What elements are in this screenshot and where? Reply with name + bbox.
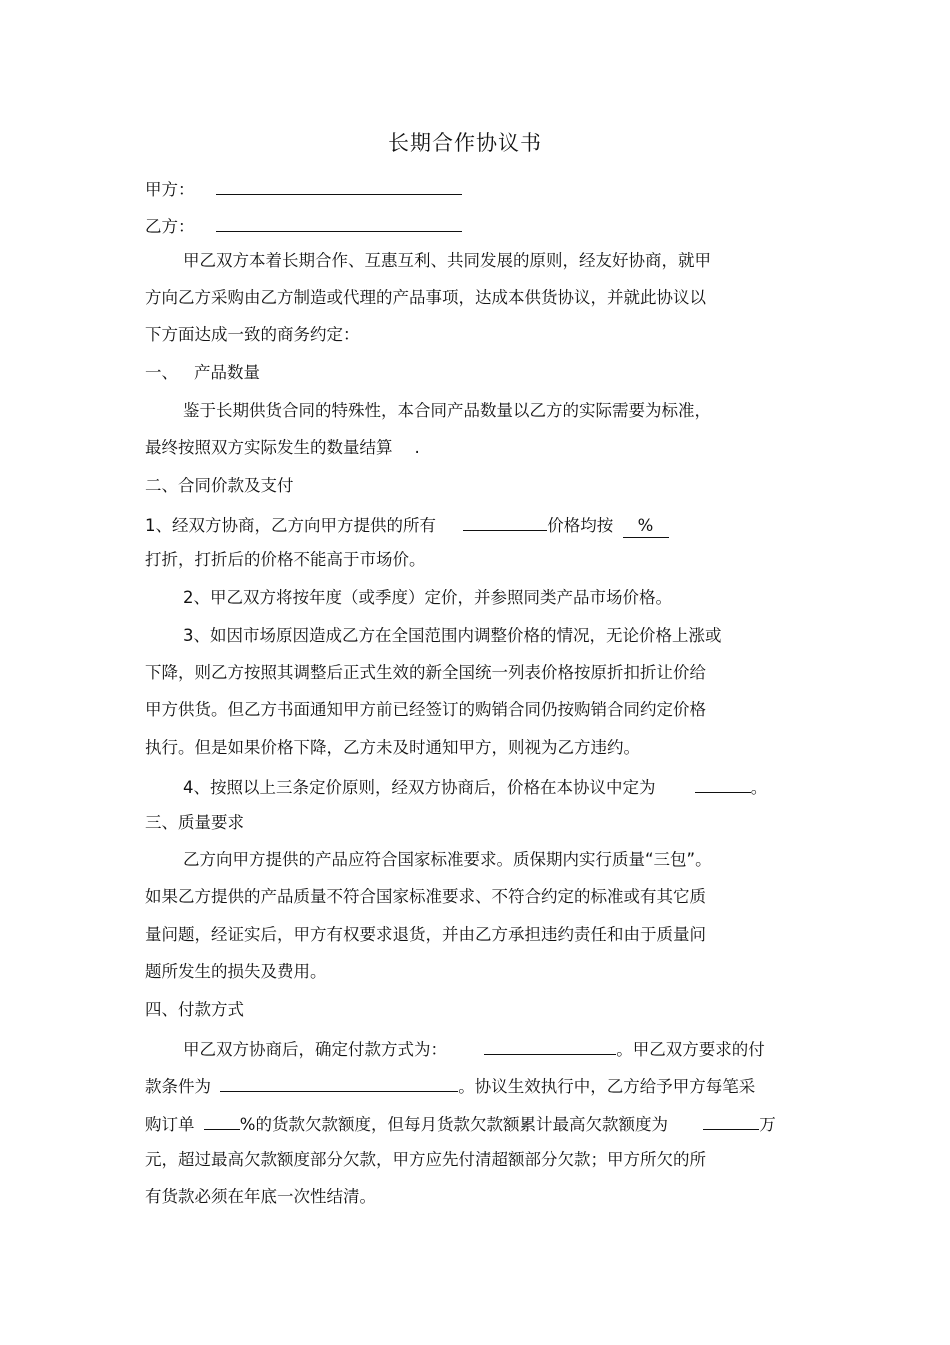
clause-2-2: 2、甲乙双方将按年度（或季度）定价，并参照同类产品市场价格。 — [183, 588, 672, 607]
max-credit-blank[interactable] — [703, 1111, 759, 1130]
party-a-label: 甲方： — [145, 180, 195, 199]
party-a-line — [145, 176, 462, 201]
credit-percent-blank[interactable] — [204, 1111, 240, 1130]
clause-2-3-cont: 下降，则乙方按照其调整后正式生效的新全国统一列表价格按原折扣折让价给 — [145, 663, 706, 682]
section-3-text: 如果乙方提供的产品质量不符合国家标准要求、不符合约定的标准或有其它质 — [145, 887, 706, 906]
section-3-text: 量问题，经证实后，甲方有权要求退货，并由乙方承担违约责任和由于质量问 — [145, 925, 706, 944]
party-b-line — [145, 213, 462, 238]
price-blank[interactable] — [695, 774, 751, 793]
intro-line: 甲乙双方本着长期合作、互惠互利、共同发展的原则，经友好协商，就甲 — [183, 251, 711, 270]
clause-2-3-cont: 执行。但是如果价格下降，乙方未及时通知甲方，则视为乙方违约。 — [145, 738, 640, 757]
clause-2-1: 1、经双方协商，乙方向甲方提供的所有 价格均按 % — [145, 512, 669, 538]
intro-line: 方向乙方采购由乙方制造或代理的产品事项，达成本供货协议，并就此协议以 — [145, 288, 706, 307]
section-3-text: 题所发生的损失及费用。 — [145, 962, 327, 981]
section-4-text: 购订单 %的货款欠款额度，但每月货款欠款额累计最高欠款额度为 万 — [145, 1111, 776, 1136]
section-4-text: 元，超过最高欠款额度部分欠款，甲方应先付清超额部分欠款；甲方所欠的所 — [145, 1150, 706, 1169]
section-4-text: 有货款必须在年底一次性结清。 — [145, 1187, 376, 1206]
clause-2-1-cont: 打折，打折后的价格不能高于市场价。 — [145, 550, 426, 569]
intro-line: 下方面达成一致的商务约定： — [145, 325, 360, 344]
section-2-heading: 二、合同价款及支付 — [145, 476, 294, 495]
discount-percent-blank[interactable]: % — [623, 515, 669, 538]
section-4-text: 甲乙双方协商后，确定付款方式为： 。甲乙双方要求的付 — [183, 1036, 765, 1061]
section-3-heading: 三、质量要求 — [145, 813, 244, 832]
product-blank[interactable] — [463, 512, 547, 531]
section-4-text: 款条件为 。协议生效执行中，乙方给予甲方每笔采 — [145, 1073, 755, 1098]
clause-2-3-cont: 甲方供货。但乙方书面通知甲方前已经签订的购销合同仍按购销合同约定价格 — [145, 700, 706, 719]
payment-method-blank[interactable] — [484, 1036, 616, 1055]
section-3-text: 乙方向甲方提供的产品应符合国家标准要求。质保期内实行质量“三包”。 — [183, 850, 712, 869]
party-b-blank[interactable] — [216, 213, 462, 232]
party-a-blank[interactable] — [216, 176, 462, 195]
document-title: 长期合作协议书 — [388, 131, 542, 155]
payment-terms-blank[interactable] — [220, 1073, 458, 1092]
clause-2-4: 4、按照以上三条定价原则，经双方协商后，价格在本协议中定为 。 — [183, 774, 767, 799]
section-4-heading: 四、付款方式 — [145, 1000, 244, 1019]
party-b-label: 乙方： — [145, 217, 195, 236]
clause-2-3: 3、如因市场原因造成乙方在全国范围内调整价格的情况，无论价格上涨或 — [183, 626, 722, 645]
section-1-text: 最终按照双方实际发生的数量结算 . — [145, 438, 420, 457]
section-1-heading: 一、 产品数量 — [145, 363, 260, 382]
section-1-text: 鉴于长期供货合同的特殊性，本合同产品数量以乙方的实际需要为标准， — [183, 401, 711, 420]
